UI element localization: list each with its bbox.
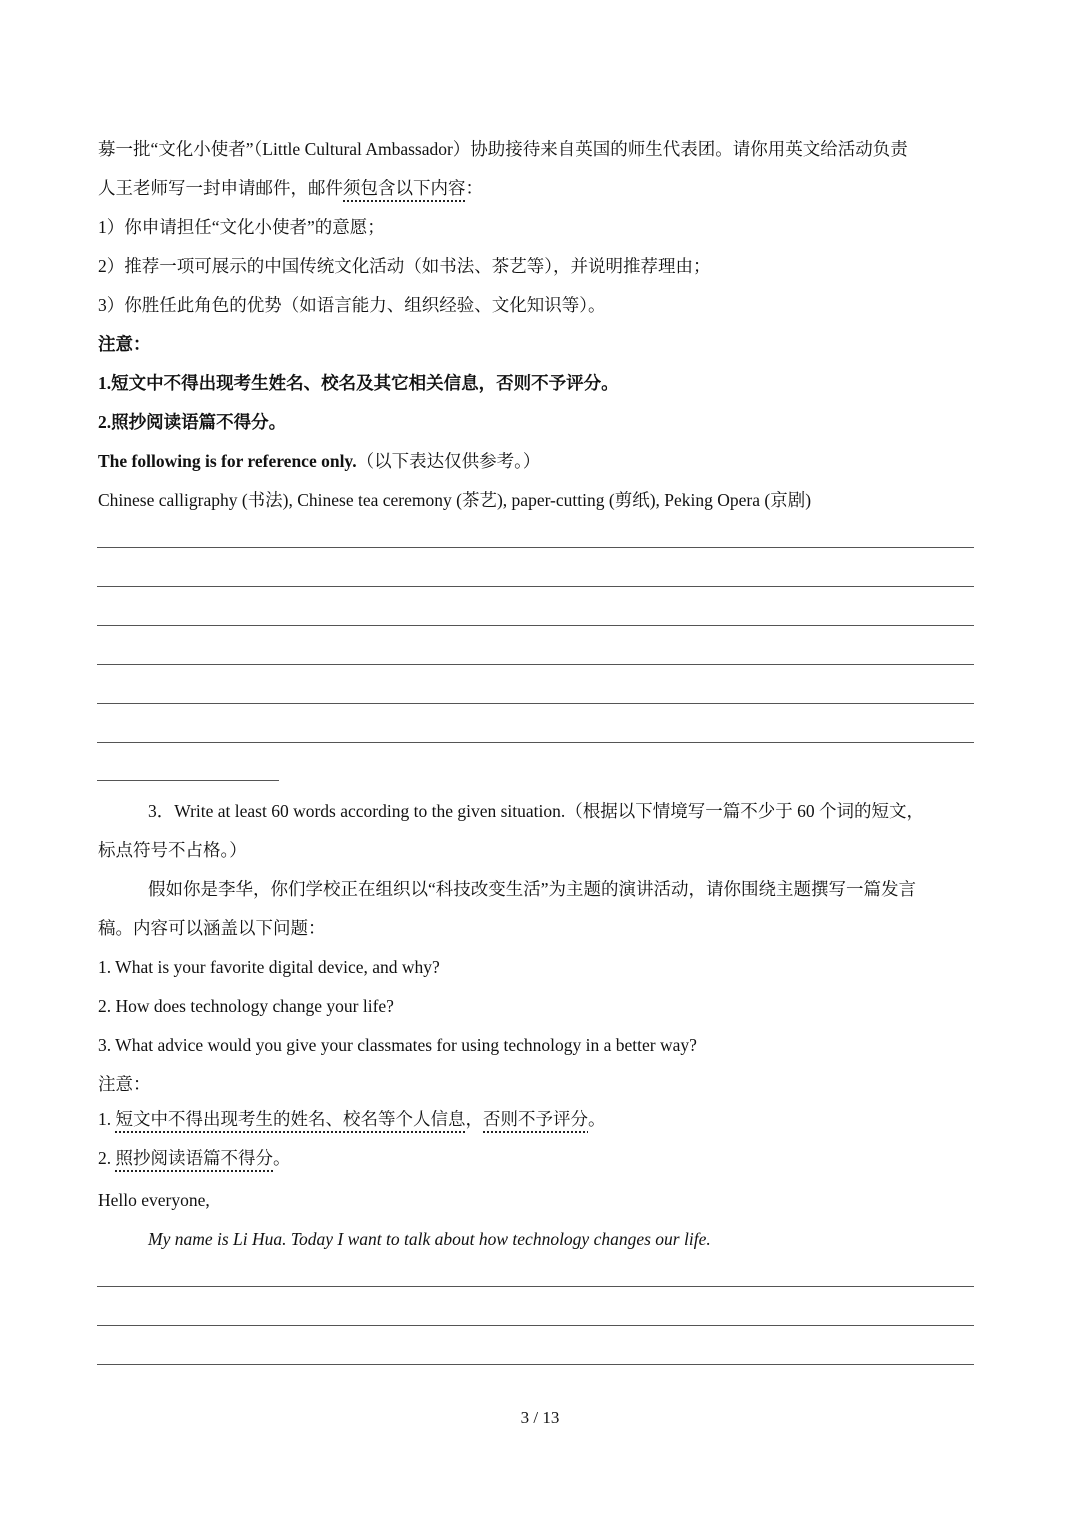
task3-note-title: 注意： xyxy=(98,1074,151,1094)
task3-greeting: Hello everyone, xyxy=(98,1190,210,1210)
task3-note-1 xyxy=(98,1107,606,1131)
task2-intro-plain: 人王老师写一封申请邮件，邮件 xyxy=(98,178,343,198)
task3-note1-emphasis-2: 否则不予评分 xyxy=(483,1109,588,1129)
answer-line-short[interactable] xyxy=(97,780,279,781)
task3-question-2: 2. How does technology change your life? xyxy=(98,996,394,1016)
answer-line[interactable] xyxy=(97,1325,974,1326)
answer-line[interactable] xyxy=(97,1286,974,1287)
task3-note1-emphasis: 短文中不得出现考生的姓名、校名等个人信息 xyxy=(115,1109,466,1129)
task2-reference-terms: Chinese calligraphy (书法), Chinese tea ceremony (茶艺), paper-cutting (剪纸), Peking Opera (京剧) xyxy=(98,490,812,510)
task2-note-1: 1.短文中不得出现考生姓名、校名及其它相关信息，否则不予评分。 xyxy=(98,373,619,393)
task3-question-1: 1. What is your favorite digital device, and why? xyxy=(98,957,440,977)
task2-reference-cn: （以下表达仅供参考。） xyxy=(356,451,541,471)
task2-reference-bold: The following is for reference only. xyxy=(98,451,357,471)
task2-point-3: 3）你胜任此角色的优势（如语言能力、组织经验、文化知识等）。 xyxy=(98,295,606,315)
answer-line[interactable] xyxy=(97,664,974,665)
answer-line[interactable] xyxy=(97,1364,974,1365)
task3-note1-prefix: 1. xyxy=(98,1109,116,1129)
answer-line[interactable] xyxy=(97,625,974,626)
task2-note-title: 注意： xyxy=(98,334,151,354)
task2-intro-end: ： xyxy=(465,178,483,198)
task2-reference-line xyxy=(98,449,540,473)
task3-situation-line1: 假如你是李华，你们学校正在组织以“科技改变生活”为主题的演讲活动，请你围绕主题撰写一篇发言 xyxy=(148,879,917,899)
task3-heading-line1: 3．Write at least 60 words according to the given situation.（根据以下情境写一篇不少于 60 个词的短文， xyxy=(148,801,924,821)
answer-line[interactable] xyxy=(97,547,974,548)
task3-note2-prefix: 2. xyxy=(98,1148,116,1168)
task3-note2-end: 。 xyxy=(273,1148,291,1168)
task3-opening: My name is Li Hua. Today I want to talk about how technology changes our life. xyxy=(148,1229,711,1249)
task2-point-2: 2）推荐一项可展示的中国传统文化活动（如书法、茶艺等），并说明推荐理由； xyxy=(98,256,711,276)
task3-situation-line2: 稿。内容可以涵盖以下问题： xyxy=(98,918,326,938)
task2-intro-emphasis: 须包含以下内容 xyxy=(343,178,466,198)
task3-heading-line2: 标点符号不占格。） xyxy=(98,840,247,860)
answer-line[interactable] xyxy=(97,703,974,704)
page-number: 3 / 13 xyxy=(520,1408,560,1427)
task2-intro-line2 xyxy=(98,176,483,200)
task3-note1-mid: ， xyxy=(465,1109,483,1129)
answer-line[interactable] xyxy=(97,742,974,743)
task2-intro-line1: 募一批“文化小使者”（Little Cultural Ambassador）协助接待来自英国的师生代表团。请你用英文给活动负责 xyxy=(98,139,908,159)
answer-line[interactable] xyxy=(97,586,974,587)
task3-note1-end: 。 xyxy=(588,1109,606,1129)
task2-note-2: 2.照抄阅读语篇不得分。 xyxy=(98,412,287,432)
task2-point-1: 1）你申请担任“文化小使者”的意愿； xyxy=(98,217,385,237)
task3-question-3: 3. What advice would you give your classmates for using technology in a better way? xyxy=(98,1035,697,1055)
task3-note-2 xyxy=(98,1146,291,1170)
task3-note2-emphasis: 照抄阅读语篇不得分 xyxy=(115,1148,273,1168)
